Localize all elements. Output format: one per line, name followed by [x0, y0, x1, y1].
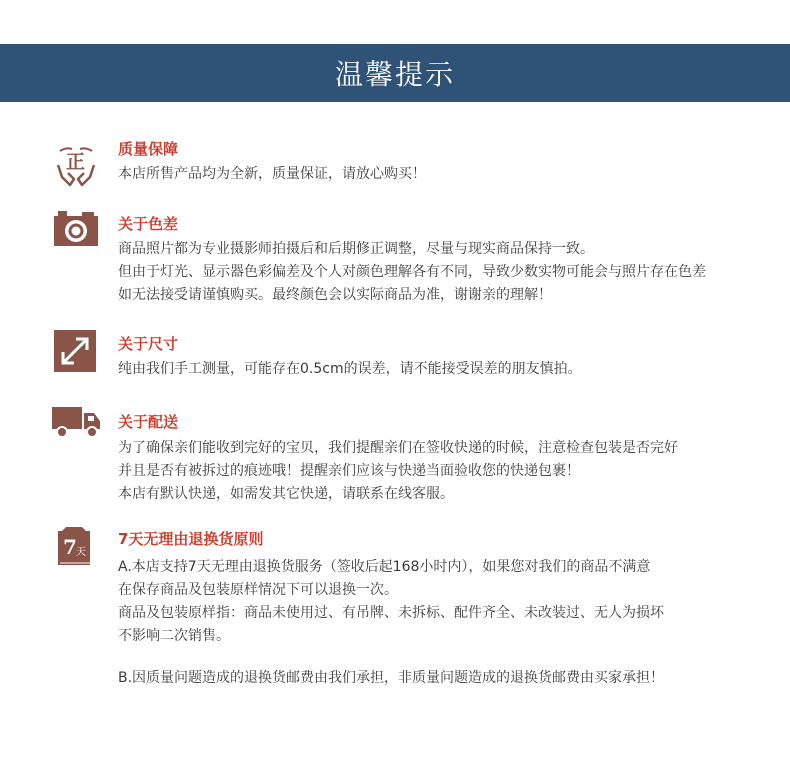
section-text: 但由于灯光、显示器色彩偏差及个人对颜色理解各有不同，导致少数实物可能会与照片存在色差 — [118, 264, 706, 280]
header-banner — [0, 44, 790, 102]
section-text: 如无法接受请谨慎购买。最终颜色会以实际商品为准，谢谢亲的理解！ — [118, 287, 552, 303]
section-text: 在保存商品及包装原样情况下可以退换一次。 — [118, 582, 398, 598]
section-title: 质量保障 — [118, 140, 179, 158]
delivery-truck-icon — [52, 405, 102, 439]
section-title: 关于色差 — [118, 215, 179, 233]
quality-icon-glyph: 正 — [66, 151, 86, 173]
resize-arrow-icon — [54, 330, 96, 372]
return-icon-day: 天 — [76, 547, 86, 558]
section-text: 不影响二次销售。 — [118, 628, 230, 644]
section-text: 本店有默认快递，如需发其它快递，请联系在线客服。 — [118, 486, 454, 502]
banner-title: 温馨提示 — [334, 58, 455, 91]
section-text: 并且是否有被拆过的痕迹哦！提醒亲们应该与快递当面验收您的快递包裹！ — [118, 463, 580, 479]
section-text: 为了确保亲们能收到完好的宝贝，我们提醒亲们在签收快递的时候，注意检查包装是否完好 — [118, 440, 678, 456]
section-text: A.本店支持7天无理由退换货服务（签收后起168小时内），如果您对我们的商品不满意 — [118, 559, 651, 575]
section-title: 关于配送 — [118, 413, 179, 431]
section-text: 商品照片都为专业摄影师拍摄后和后期修正调整，尽量与现实商品保持一致。 — [118, 241, 594, 257]
section-title: 关于尺寸 — [118, 335, 179, 353]
return-icon-number: 7 — [63, 535, 77, 559]
section-text: 本店所售产品均为全新，质量保证，请放心购买！ — [118, 166, 426, 182]
section-text: 商品及包装原样指：商品未使用过、有吊牌、未拆标、配件齐全、未改装过、无人为损坏 — [118, 605, 664, 621]
section-text: B.因质量问题造成的退换货邮费由我们承担，非质量问题造成的退换货邮费由买家承担！ — [118, 670, 665, 686]
section-title: 7天无理由退换货原则 — [118, 530, 264, 548]
seven-day-return-icon — [58, 527, 92, 567]
camera-icon — [52, 207, 100, 255]
section-text: 纯由我们手工测量，可能存在0.5cm的误差，请不能接受误差的朋友慎拍。 — [118, 361, 582, 377]
quality-guarantee-icon — [52, 143, 100, 191]
